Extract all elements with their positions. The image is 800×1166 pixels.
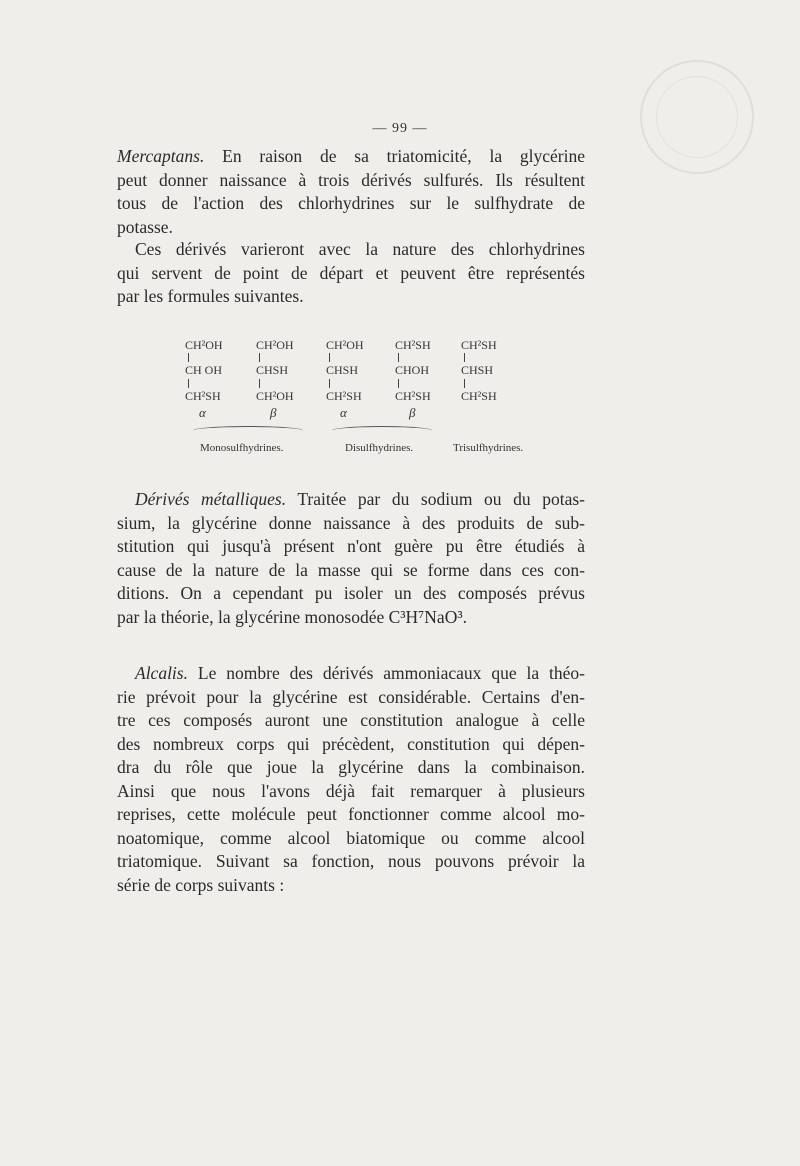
paragraph-derives-metalliques bbox=[117, 488, 585, 629]
paragraph-mercaptans bbox=[117, 145, 585, 239]
formula-table bbox=[185, 338, 545, 458]
bond-line bbox=[464, 379, 465, 388]
paragraph-derives bbox=[117, 238, 585, 309]
formula-row: CH²SH bbox=[395, 338, 431, 352]
group-label-monosulfhydrines: Monosulfhydrines. bbox=[200, 442, 284, 454]
text-line: tous de l'action des chlorhydrines sur le sulfhydrate de bbox=[117, 193, 585, 213]
text-line: Ces dérivés varieront avec la nature des chlorhydrines bbox=[135, 239, 585, 259]
text-line-content: En raison de sa triatomicité, la glycérine bbox=[222, 146, 586, 166]
formula-row: CHSH bbox=[326, 363, 359, 377]
group-brace bbox=[193, 426, 303, 435]
section-heading: Alcalis. bbox=[135, 663, 188, 683]
text-line bbox=[117, 145, 585, 169]
group-brace bbox=[332, 426, 432, 435]
isomer-label: α bbox=[199, 405, 206, 420]
text-line: sium, la glycérine donne naissance à des produits de sub- bbox=[117, 512, 585, 533]
formula-row: CH²SH bbox=[461, 389, 497, 403]
text-line: tre ces composés auront une constitution analogue à celle bbox=[117, 710, 585, 730]
formula-row: CH OH bbox=[185, 363, 223, 377]
bond-line bbox=[464, 353, 465, 362]
text-line bbox=[117, 662, 585, 686]
text-line: par la théorie, la glycérine monosodée C³H⁷NaO³. bbox=[117, 606, 467, 627]
text-line: série de corps suivants : bbox=[117, 874, 285, 895]
bond-line bbox=[259, 379, 260, 388]
text-line: par les formules suivantes. bbox=[117, 286, 304, 306]
section-heading: Dérivés métalliques. bbox=[135, 489, 287, 509]
group-label-trisulfhydrines: Trisulfhydrines. bbox=[453, 442, 524, 454]
text-line-content: Traitée par du sodium ou du potas- bbox=[297, 489, 585, 509]
bond-line bbox=[329, 353, 330, 362]
bond-line bbox=[398, 353, 399, 362]
formula-row: CH²SH bbox=[461, 338, 497, 352]
text-line: reprises, cette molécule peut fonctionner comme alcool mo- bbox=[117, 804, 585, 824]
text-line: triatomique. Suivant sa fonction, nous pouvons prévoir la bbox=[117, 851, 585, 871]
formula-row: CHSH bbox=[461, 363, 494, 377]
formula-row: CH²OH bbox=[256, 389, 294, 403]
text-line: qui servent de point de départ et peuvent être représentés bbox=[117, 262, 585, 283]
formula-row: CHSH bbox=[256, 363, 289, 377]
bond-line bbox=[188, 379, 189, 388]
formula-row: CH²OH bbox=[185, 338, 223, 352]
text-line: noatomique, comme alcool biatomique ou comme alcool bbox=[117, 827, 585, 848]
text-line: stitution qui jusqu'à présent n'ont guère pu être étudiés à bbox=[117, 536, 585, 556]
isomer-label: α bbox=[340, 405, 347, 420]
group-label-disulfhydrines: Disulfhydrines. bbox=[345, 442, 414, 454]
text-line: rie prévoit pour la glycérine est considérable. Certains d'en- bbox=[117, 686, 585, 707]
section-heading: Mercaptans. bbox=[117, 146, 205, 166]
text-line: potasse. bbox=[117, 216, 173, 237]
formula-row: CH²SH bbox=[185, 389, 221, 403]
bond-line bbox=[188, 353, 189, 362]
isomer-label: β bbox=[409, 405, 416, 420]
text-line-content: Le nombre des dérivés ammoniacaux que la théo- bbox=[197, 663, 585, 683]
text-line: ditions. On a cependant pu isoler un des composés prévus bbox=[117, 583, 585, 603]
text-line: Ainsi que nous l'avons déjà fait remarquer à plusieurs bbox=[117, 780, 585, 801]
text-line: peut donner naissance à trois dérivés sulfurés. Ils résultent bbox=[117, 169, 585, 190]
formula-row: CH²OH bbox=[256, 338, 294, 352]
formula-row: CH²OH bbox=[326, 338, 364, 352]
formula-row: CH²SH bbox=[395, 389, 431, 403]
page-number: — 99 — bbox=[372, 121, 428, 136]
paragraph-alcalis bbox=[117, 662, 585, 897]
text-line: dra du rôle que joue la glycérine dans la combinaison. bbox=[117, 757, 585, 777]
formula-row: CHOH bbox=[395, 363, 430, 377]
isomer-label: β bbox=[270, 405, 277, 420]
text-line bbox=[117, 488, 585, 512]
text-line: cause de la nature de la masse qui se forme dans ces con- bbox=[117, 559, 585, 580]
bond-line bbox=[259, 353, 260, 362]
formula-row: CH²SH bbox=[326, 389, 362, 403]
text-line: des nombreux corps qui précèdent, constitution qui dépen- bbox=[117, 733, 585, 754]
library-stamp bbox=[640, 60, 754, 174]
bond-line bbox=[329, 379, 330, 388]
bond-line bbox=[398, 379, 399, 388]
